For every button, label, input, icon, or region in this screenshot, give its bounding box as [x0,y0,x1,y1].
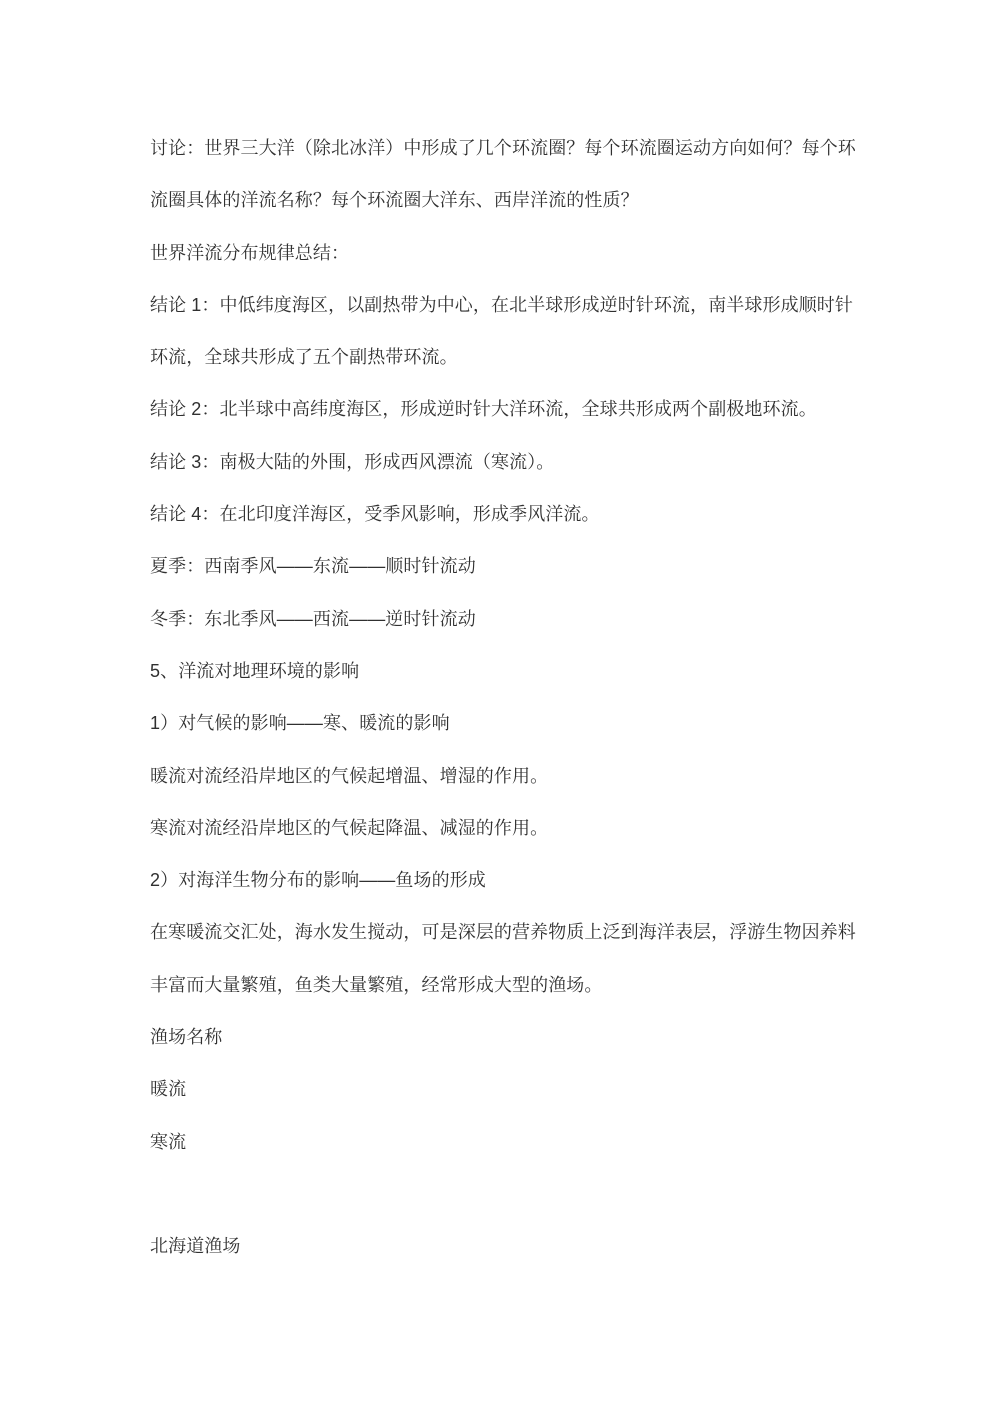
conclusion-1-line-1: 结论 1：中低纬度海区，以副热带为中心，在北半球形成逆时针环流，南半球形成顺时针 [150,294,854,315]
discussion-question-line-2: 流圈具体的洋流名称？每个环流圈大洋东、西岸洋流的性质？ [150,190,639,211]
summer-monsoon-line: 夏季：西南季风——东流——顺时针流动 [150,556,476,577]
cold-current-label: 寒流 [150,1131,187,1152]
cold-current-effect-line: 寒流对流经沿岸地区的气候起降温、减湿的作用。 [150,817,549,838]
fishery-name-label: 渔场名称 [150,1027,223,1048]
subsection-2-heading: 2）对海洋生物分布的影响——鱼场的形成 [150,870,486,891]
section-5-heading: 5、洋流对地理环境的影响 [150,660,360,681]
warm-current-label: 暖流 [150,1079,187,1100]
blank-line [150,1168,860,1220]
warm-current-effect-line: 暖流对流经沿岸地区的气候起增温、增湿的作用。 [150,765,549,786]
conclusion-4: 结论 4：在北印度洋海区，受季风影响，形成季风洋流。 [150,504,600,525]
fishery-formation-line-2: 丰富而大量繁殖，鱼类大量繁殖，经常形成大型的渔场。 [150,974,603,995]
fishery-formation-line-1: 在寒暖流交汇处，海水发生搅动，可是深层的营养物质上泛到海洋表层，浮游生物因养料 [150,922,856,943]
hokkaido-fishery-label: 北海道渔场 [150,1236,241,1257]
summary-heading: 世界洋流分布规律总结： [150,242,350,263]
document-body [150,122,860,1273]
subsection-1-heading: 1）对气候的影响——寒、暖流的影响 [150,713,450,734]
winter-monsoon-line: 冬季：东北季风——西流——逆时针流动 [150,608,476,629]
conclusion-2: 结论 2：北半球中高纬度海区，形成逆时针大洋环流，全球共形成两个副极地环流。 [150,399,817,420]
discussion-question-line-1: 讨论：世界三大洋（除北冰洋）中形成了几个环流圈？每个环流圈运动方向如何？每个环 [150,138,856,158]
conclusion-3: 结论 3：南极大陆的外围，形成西风漂流（寒流）。 [150,451,555,472]
conclusion-1-line-2: 环流，全球共形成了五个副热带环流。 [150,347,458,368]
